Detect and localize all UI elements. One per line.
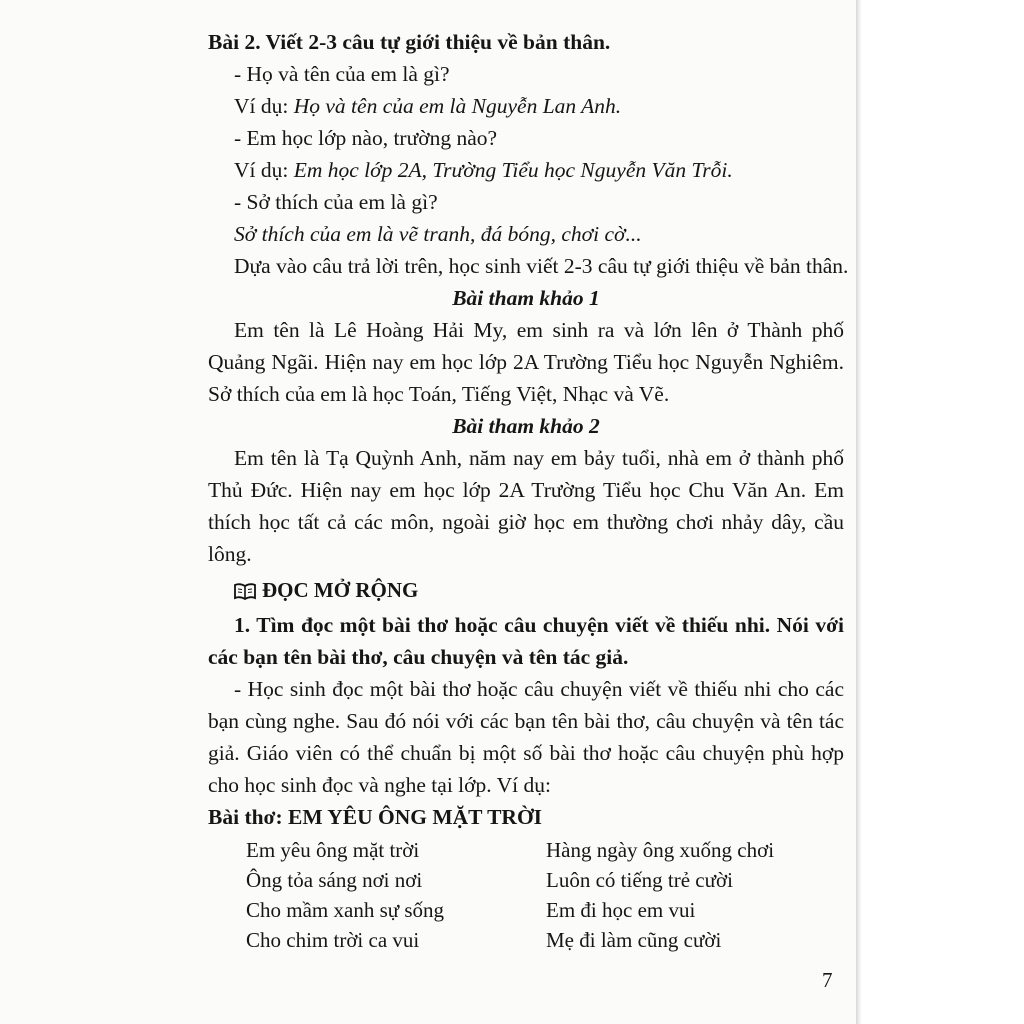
example-2: [208, 154, 844, 186]
question-1: - Họ và tên của em là gì?: [234, 62, 450, 86]
exercise-title: Bài 2. Viết 2-3 câu tự giới thiệu về bản thân.: [208, 30, 611, 54]
reading-task-title: 1. Tìm đọc một bài thơ hoặc câu chuyện viết về thiếu nhi. Nói với các bạn tên bài thơ, câu chuyện và tên tác giả.: [208, 613, 844, 669]
example-3: Sở thích của em là vẽ tranh, đá bóng, chơi cờ...: [234, 222, 642, 246]
reading-task-text: - Học sinh đọc một bài thơ hoặc câu chuyện viết về thiếu nhi cho các bạn cùng nghe. Sau đó nói với các bạn tên bài thơ, câu chuyện và tên tác giả. Giáo viên có thể chuẩn bị một số bài thơ hoặc câu chuyện phù hợp cho học sinh đọc và nghe tại lớp. Ví dụ:: [208, 677, 844, 797]
poem-line: Ông tỏa sáng nơi nơi: [246, 868, 423, 892]
poem-line: Hàng ngày ông xuống chơi: [546, 838, 775, 862]
page-edge: [856, 0, 862, 1024]
example-prefix: Ví dụ:: [234, 94, 294, 118]
reference-2-title: Bài tham khảo 2: [452, 414, 600, 438]
example-prefix: Ví dụ:: [234, 158, 294, 182]
poem-line: Em yêu ông mặt trời: [246, 838, 420, 862]
poem-line: Mẹ đi làm cũng cười: [546, 928, 722, 952]
poem-body: [208, 835, 844, 955]
page-number: 7: [822, 968, 833, 992]
poem-line: Em đi học em vui: [546, 898, 696, 922]
example-text: Họ và tên của em là Nguyễn Lan Anh.: [293, 94, 622, 118]
open-book-icon: [234, 577, 256, 609]
reading-heading-text: ĐỌC MỞ RỘNG: [262, 578, 419, 602]
poem-line: Luôn có tiếng trẻ cười: [546, 868, 733, 892]
reference-1-text: Em tên là Lê Hoàng Hải My, em sinh ra và lớn lên ở Thành phố Quảng Ngãi. Hiện nay em học lớp 2A Trường Tiểu học Nguyễn Nghiêm. Sở thích của em là học Toán, Tiếng Việt, Nhạc và Vẽ.: [208, 318, 844, 406]
poem-line: Cho chim trời ca vui: [246, 928, 420, 952]
example-1: [208, 90, 844, 122]
instruction: Dựa vào câu trả lời trên, học sinh viết 2-3 câu tự giới thiệu về bản thân.: [234, 254, 849, 278]
question-2: - Em học lớp nào, trường nào?: [234, 126, 498, 150]
question-3: - Sở thích của em là gì?: [234, 190, 438, 214]
reading-heading: [208, 574, 844, 609]
poem-title: Bài thơ: EM YÊU ÔNG MẶT TRỜI: [208, 805, 543, 829]
reference-2-text: Em tên là Tạ Quỳnh Anh, năm nay em bảy tuổi, nhà em ở thành phố Thủ Đức. Hiện nay em học lớp 2A Trường Tiểu học Chu Văn An. Em thích học tất cả các môn, ngoài giờ học em thường chơi nhảy dây, cầu lông.: [208, 446, 844, 566]
reference-1-title: Bài tham khảo 1: [452, 286, 600, 310]
poem-line: Cho mầm xanh sự sống: [246, 898, 445, 922]
page-content: [208, 26, 849, 955]
example-text: Em học lớp 2A, Trường Tiểu học Nguyễn Văn Trỗi.: [293, 158, 733, 182]
